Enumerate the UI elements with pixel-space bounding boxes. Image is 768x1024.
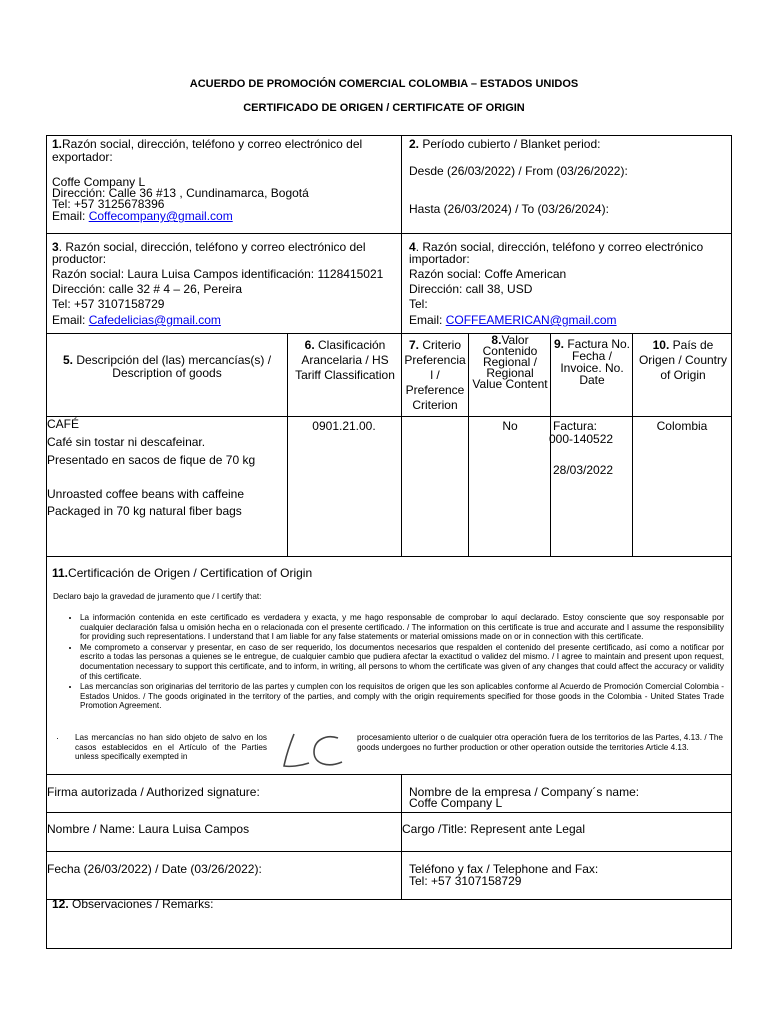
certification-statements xyxy=(56,613,724,712)
certification-statement-1: • La información contenida en este certificado es verdadera y exacta, y me hago responsable de comprobar lo aquí declarado. Estoy consciente que soy responsable por cualquier declaración falsa u omisión hecha en o relacionada con el presente certificado. / The information on this certificate is true and accurate and I assume the responsibility for providing such representations. I understand that I am liable for any false statements or material omissions made on or in connection with this certificate. xyxy=(80,613,724,642)
producer-phone: Tel: +57 3107158729 xyxy=(52,297,165,311)
producer-address: Dirección: calle 32 # 4 – 26, Pereira xyxy=(52,282,243,296)
goods-invoice-date: 28/03/2022 xyxy=(553,463,614,477)
goods-invoice-label: Factura: xyxy=(553,419,598,433)
goods-rvc: No xyxy=(502,419,518,433)
certification-statement-2: • Me comprometo a conservar y presentar, en caso de ser requerido, los documentos necesarios que respalden el contenido del presente certificado, así como a notificar por escrito a todas las personas a quienes se le entregue, de cualquier cambio que pudiera afectar la exactitud o validez del mismo. / I agree to maintain and present upon request, documentation necessary to support this certificate, and to inform, in writing, all persons to whom the certificate was given of any changes that could affect the accuracy or validity of this certificate. xyxy=(80,643,724,681)
certification-statement-4-left: Las mercancías no han sido objeto de salvo en los casos establecidos en el Artículo of the Parties unless specifically exempted in xyxy=(75,733,267,762)
signature-date: Fecha (26/03/2022) / Date (03/26/2022): xyxy=(47,862,262,876)
exporter-email-link[interactable]: Coffecompany@gmail.com xyxy=(88,209,233,223)
document-title: ACUERDO DE PROMOCIÓN COMERCIAL COLOMBIA – ESTADOS UNIDOS xyxy=(189,78,579,90)
certification-title: Certificación de Origen / Certification of Origin xyxy=(68,566,313,580)
telephone-label: Teléfono y fax / Telephone and Fax: xyxy=(409,862,599,876)
importer-phone: Tel: xyxy=(409,297,428,311)
remarks-number: 12. xyxy=(52,897,69,911)
header-preference-criterion: 7. Criterio Preferencia l / Preference Criterion xyxy=(404,338,466,412)
header-description: 5. Descripción del (las) mercancías(s) / Description of goods xyxy=(62,353,272,380)
telephone-value: Tel: +57 3107158729 xyxy=(409,874,522,888)
period-label: Período cubierto / Blanket period: xyxy=(422,137,601,151)
goods-line-2: Café sin tostar ni descafeinar. xyxy=(47,435,206,449)
goods-country: Colombia xyxy=(656,419,708,433)
certification-number: 11. xyxy=(52,566,69,580)
producer-name: Razón social: Laura Luisa Campos identificación: 1128415021 xyxy=(52,267,384,281)
goods-line-5: Packaged in 70 kg natural fiber bags xyxy=(47,504,242,518)
exporter-address: Dirección: Calle 36 #13 , Cundinamarca, Bogotá xyxy=(52,186,309,200)
authorized-signature-label: Firma autorizada / Authorized signature: xyxy=(47,785,260,799)
goods-line-1: CAFÉ xyxy=(47,417,80,431)
goods-line-4: Unroasted coffee beans with caffeine xyxy=(47,487,245,501)
header-invoice: 9. Factura No. Fecha / Invoice. No. Date xyxy=(553,337,631,387)
remarks-label: Observaciones / Remarks: xyxy=(72,897,214,911)
importer-label: . Razón social, dirección, teléfono y correo electrónico importador: xyxy=(409,240,704,266)
signer-title: Cargo /Title: Represent ante Legal xyxy=(402,822,585,836)
exporter-name: Coffe Company L xyxy=(52,175,146,189)
producer-label: . Razón social, dirección, teléfono y correo electrónico del productor: xyxy=(52,240,366,266)
importer-name: Razón social: Coffe American xyxy=(409,267,567,281)
company-name-value: Coffe Company L xyxy=(409,796,503,810)
certification-statement-4-right: procesamiento ulterior o de cualquier otra operación fuera de los territorios de las Partes, 4.13. / The goods undergoes no further production or other operation outside the territories Article 4.13. xyxy=(357,733,723,752)
exporter-label: Razón social, dirección, teléfono y correo electrónico del exportador: xyxy=(52,137,363,164)
exporter-email-label: Email: xyxy=(52,209,86,223)
goods-line-3: Presentado en sacos de fique de 70 kg xyxy=(47,453,256,467)
signer-name: Nombre / Name: Laura Luisa Campos xyxy=(47,822,250,836)
certification-declare: Declaro bajo la gravedad de juramento que / I certify that: xyxy=(53,592,262,601)
producer-number: 3 xyxy=(52,240,59,254)
header-regional-value: 8.Valor Contenido Regional / Regional Value Content xyxy=(472,333,548,391)
document-subtitle: CERTIFICADO DE ORIGEN / CERTIFICATE OF ORIGIN xyxy=(243,102,525,114)
importer-number: 4 xyxy=(409,240,416,254)
company-name-label: Nombre de la empresa / Company´s name: xyxy=(409,785,640,799)
exporter-number: 1. xyxy=(52,137,63,151)
goods-hs-code: 0901.21.00. xyxy=(312,419,376,433)
period-number: 2. xyxy=(409,137,420,151)
producer-email-link[interactable]: Cafedelicias@gmail.com xyxy=(88,313,221,327)
certification-statement-3: • Las mercancías son originarias del territorio de las partes y cumplen con los requisitos de origen que les son aplicables conforme al Acuerdo de Promoción Comercial Colombia - Estados Unidos. / The goods originated in the territory of the parties, and comply with the origin requirements specified for those goods in the Colombia - United States Trade Promotion Agreement. xyxy=(80,682,724,711)
signature-image xyxy=(276,728,356,774)
goods-invoice-number: 000-140522 xyxy=(549,432,614,446)
period-from: Desde (26/03/2022) / From (03/26/2022): xyxy=(409,164,628,178)
period-to: Hasta (26/03/2024) / To (03/26/2024): xyxy=(409,202,609,216)
exporter-phone: Tel: +57 3125678396 xyxy=(52,197,165,211)
header-hs-tariff: 6. Clasificación Arancelaria / HS Tariff Classification xyxy=(295,338,395,382)
header-country-origin: 10. País de Origen / Country of Origin xyxy=(638,338,728,382)
importer-email-label: Email: xyxy=(409,313,443,327)
producer-email-label: Email: xyxy=(52,313,86,327)
importer-address: Dirección: call 38, USD xyxy=(409,282,533,296)
importer-email-link[interactable]: COFFEAMERICAN@gmail.com xyxy=(445,313,617,327)
